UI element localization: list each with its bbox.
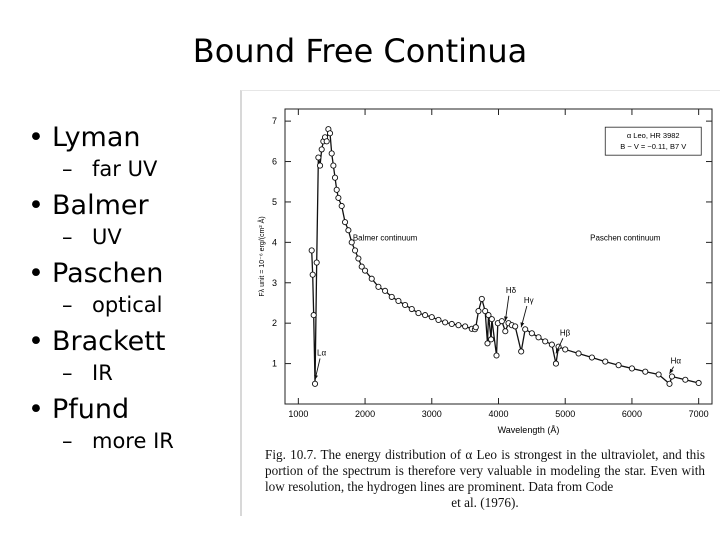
- data-point: [436, 317, 441, 322]
- annotation-label: Hγ: [523, 295, 534, 305]
- bullet-sub: IR: [92, 361, 113, 385]
- bullet-dot-icon: •: [28, 190, 44, 221]
- x-tick-label: 2000: [355, 409, 376, 419]
- y-tick-label: 5: [271, 196, 277, 207]
- dash-icon: –: [62, 429, 73, 453]
- data-point: [656, 372, 661, 377]
- data-point: [423, 312, 428, 317]
- spectrum-line: [312, 129, 699, 384]
- data-point: [362, 268, 367, 273]
- y-tick-label: 2: [271, 318, 277, 329]
- data-point: [443, 320, 448, 325]
- data-point: [643, 369, 648, 374]
- bullet-dot-icon: •: [28, 258, 44, 289]
- data-point: [456, 323, 461, 328]
- data-point: [334, 187, 339, 192]
- data-point: [543, 339, 548, 344]
- data-point: [331, 163, 336, 168]
- y-tick-label: 1: [271, 358, 277, 369]
- data-point: [382, 288, 387, 293]
- annotation-label: Hα: [670, 356, 682, 366]
- data-point: [696, 380, 701, 385]
- bullet-label: Lyman: [52, 122, 141, 153]
- data-point: [576, 351, 581, 356]
- data-point: [336, 195, 341, 200]
- dash-icon: –: [62, 361, 73, 385]
- x-tick-label: 1000: [288, 409, 309, 419]
- data-point: [329, 151, 334, 156]
- bullet-list: [28, 122, 243, 462]
- dash-icon: –: [62, 225, 73, 249]
- bullet-sub: more IR: [92, 429, 174, 453]
- x-axis-label: Wavelength (Å): [497, 425, 560, 435]
- bullet-label: Pfund: [52, 394, 130, 425]
- bullet-item-paschen: [28, 258, 243, 326]
- bullet-dot-icon: •: [28, 122, 44, 153]
- data-point: [489, 317, 494, 322]
- data-point: [563, 347, 568, 352]
- data-point: [319, 147, 324, 152]
- data-point: [553, 361, 558, 366]
- dash-icon: –: [62, 293, 73, 317]
- bullet-item-brackett: [28, 326, 243, 394]
- y-tick-label: 7: [271, 116, 277, 127]
- caption-citation: et al. (1976).: [451, 495, 519, 510]
- annotation-label: Hβ: [559, 328, 571, 338]
- dash-icon: –: [62, 157, 73, 181]
- data-point: [312, 381, 317, 386]
- x-tick-label: 7000: [688, 409, 709, 419]
- slide-title: Bound Free Continua: [192, 32, 528, 70]
- caption-text: Fig. 10.7. The energy distribution of α Leo is strongest in the ultraviolet, and this portion of the spectrum is therefore very valuable in modeling the star. Even with low resolution, the hydrogen lines are prominent. Data from Code: [265, 447, 705, 494]
- data-point: [449, 321, 454, 326]
- data-point: [536, 335, 541, 340]
- bullet-sub: far UV: [92, 157, 158, 181]
- data-point: [346, 228, 351, 233]
- data-point: [513, 324, 518, 329]
- data-point: [339, 203, 344, 208]
- data-point: [603, 359, 608, 364]
- figure-caption: [265, 447, 705, 511]
- bullet-dot-icon: •: [28, 394, 44, 425]
- data-point: [376, 284, 381, 289]
- data-point: [494, 353, 499, 358]
- data-point: [317, 163, 322, 168]
- bullet-label: Brackett: [52, 326, 166, 357]
- x-tick-label: 6000: [621, 409, 642, 419]
- annotation-label: Lα: [317, 348, 327, 358]
- annotation-label: Balmer continuum: [352, 233, 418, 243]
- data-point: [396, 298, 401, 303]
- data-point: [683, 377, 688, 382]
- data-point: [342, 220, 347, 225]
- legend-text: B − V = −0.11, B7 V: [620, 142, 687, 152]
- data-point: [402, 302, 407, 307]
- annotation-label: Paschen continuum: [590, 233, 661, 243]
- x-tick-label: 3000: [421, 409, 442, 419]
- data-point: [479, 296, 484, 301]
- data-point: [589, 355, 594, 360]
- bullet-sub: optical: [92, 293, 163, 317]
- bullet-sub: UV: [92, 225, 122, 249]
- data-point: [523, 327, 528, 332]
- data-point: [327, 131, 332, 136]
- bullet-dot-icon: •: [28, 326, 44, 357]
- data-point: [429, 315, 434, 320]
- x-tick-label: 5000: [555, 409, 576, 419]
- data-point: [389, 294, 394, 299]
- data-point: [314, 260, 319, 265]
- data-point: [463, 324, 468, 329]
- y-axis-label: Fλ unit = 10⁻⁶ erg/(cm² Å): [259, 216, 266, 297]
- data-point: [549, 342, 554, 347]
- data-point: [369, 276, 374, 281]
- data-point: [309, 248, 314, 253]
- data-point: [629, 366, 634, 371]
- spectrum-chart: [242, 91, 720, 446]
- annotation-label: Hδ: [505, 285, 517, 295]
- data-point: [476, 308, 481, 313]
- bullet-label: Paschen: [52, 258, 164, 289]
- data-point: [499, 319, 504, 324]
- data-point: [667, 381, 672, 386]
- y-tick-label: 6: [271, 156, 277, 167]
- data-point: [332, 175, 337, 180]
- data-point: [311, 312, 316, 317]
- legend-text: α Leo, HR 3982: [626, 131, 680, 141]
- bullet-item-pfund: [28, 394, 243, 462]
- data-point: [488, 337, 493, 342]
- data-point: [669, 374, 674, 379]
- y-tick-label: 3: [271, 277, 277, 288]
- data-point: [616, 363, 621, 368]
- data-point: [316, 155, 321, 160]
- bullet-item-balmer: [28, 190, 243, 258]
- data-point: [503, 329, 508, 334]
- y-tick-label: 4: [271, 237, 277, 248]
- x-tick-label: 4000: [488, 409, 509, 419]
- data-point: [324, 139, 329, 144]
- bullet-label: Balmer: [52, 190, 149, 221]
- data-point: [529, 331, 534, 336]
- data-point: [409, 306, 414, 311]
- data-point: [473, 325, 478, 330]
- data-point: [310, 272, 315, 277]
- data-point: [416, 310, 421, 315]
- bullet-item-lyman: [28, 122, 243, 190]
- data-point: [356, 256, 361, 261]
- data-point: [352, 248, 357, 253]
- data-point: [519, 349, 524, 354]
